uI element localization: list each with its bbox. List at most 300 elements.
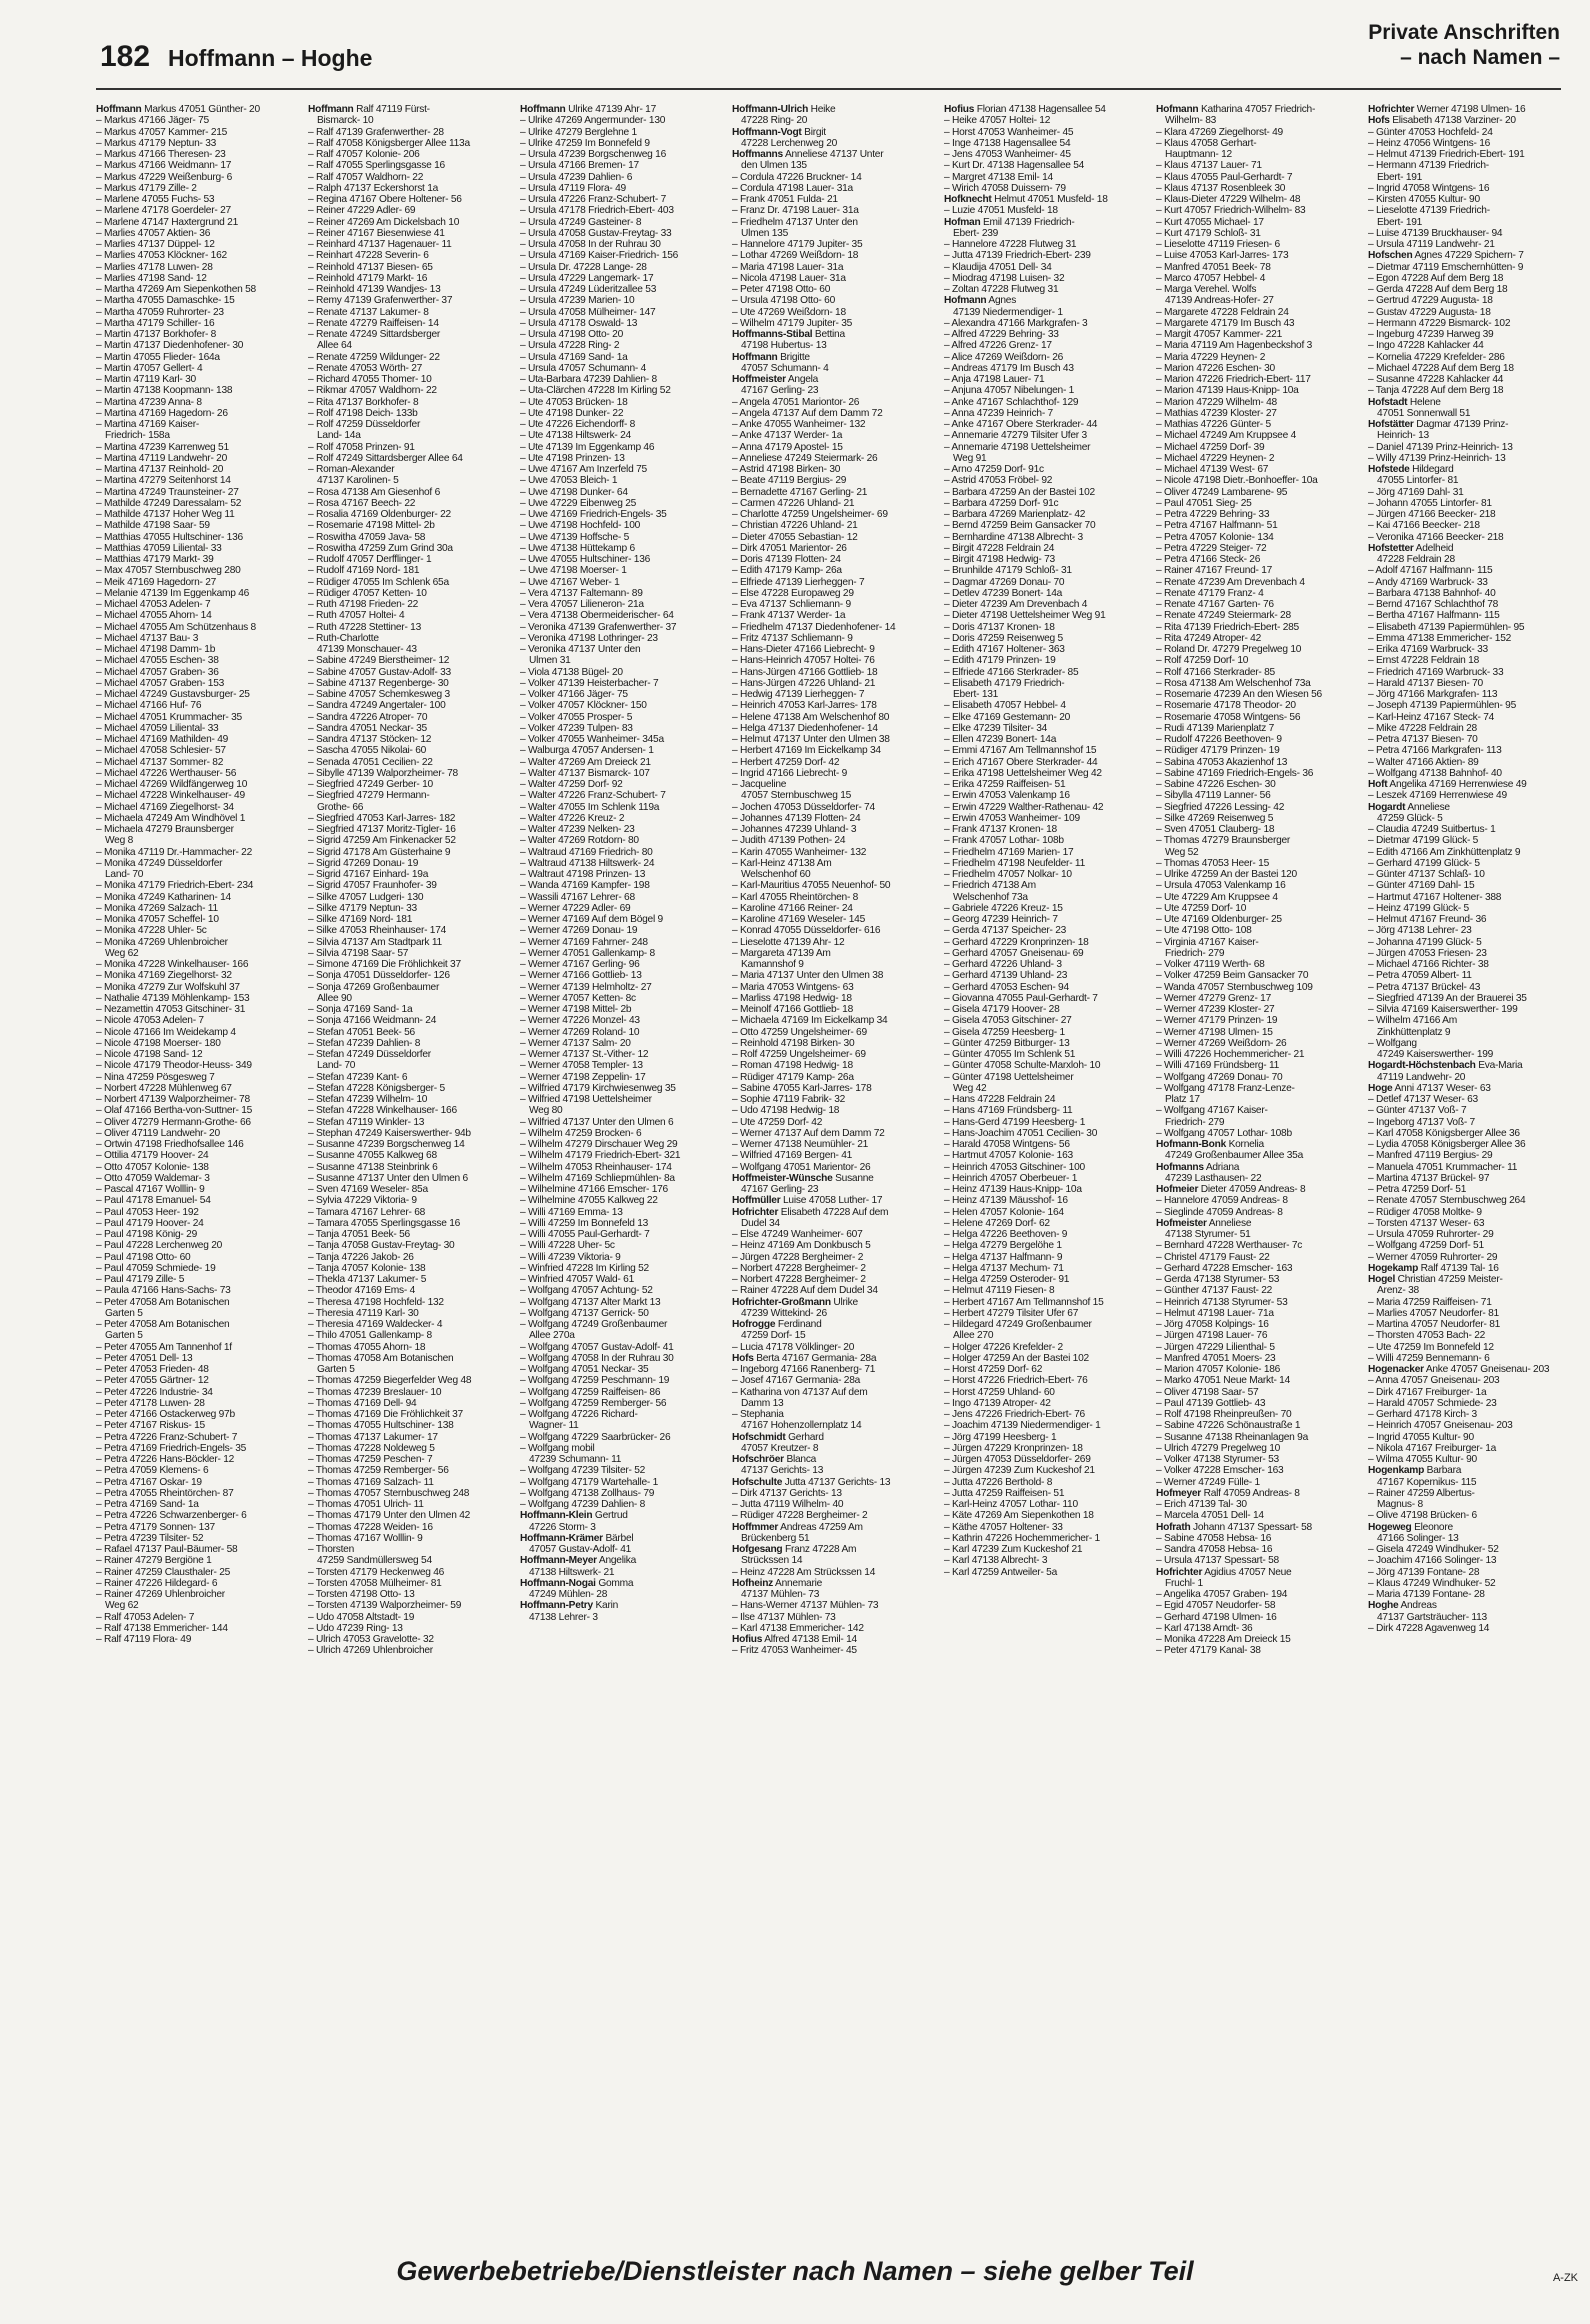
directory-entry — [1368, 262, 1573, 273]
entry-text: – Monika 47228 Uhler- 5c — [96, 925, 207, 937]
directory-entry — [520, 543, 725, 554]
directory-entry — [520, 937, 725, 948]
surname: Hofrogge — [732, 1319, 776, 1330]
directory-entry — [732, 487, 937, 498]
directory-entry — [732, 1297, 937, 1308]
entry-text: – Stefan 47249 Düsseldorfer — [308, 1049, 431, 1060]
entry-text: Heike — [808, 104, 836, 115]
surname: Hoffmann-Klein — [520, 1510, 593, 1522]
entry-text: – Karl 47058 Königsberger Allee 36 — [1368, 1127, 1520, 1139]
entry-text: – Michael 47057 Graben- 153 — [96, 677, 225, 689]
surname: Hofmeyer — [1156, 1487, 1201, 1499]
entry-text: – Rita 47139 Friedrich-Ebert- 285 — [1156, 621, 1299, 633]
entry-text: – Dirk 47228 Agavenweg 14 — [1368, 1622, 1490, 1634]
directory-entry — [308, 554, 513, 565]
entry-text: – Annemarie 47279 Tilsiter Ufer 3 — [944, 430, 1087, 442]
surname: Hofstede — [1368, 464, 1410, 475]
directory-entry — [96, 1477, 301, 1488]
entry-text: – Frank 47137 Werder- 1a — [732, 610, 846, 622]
entry-text: – Remy 47139 Grafenwerther- 37 — [308, 295, 453, 307]
entry-text: – Marion 47057 Kolonie- 186 — [1156, 1364, 1281, 1375]
surname: Hoffmann-Petry — [520, 1600, 593, 1612]
directory-entry — [308, 363, 513, 374]
directory-entry — [1156, 712, 1361, 723]
directory-entry — [96, 385, 301, 396]
directory-entry — [1156, 205, 1361, 216]
directory-entry — [944, 217, 1149, 228]
entry-text: – Roman 47198 Hedwig- 18 — [732, 1060, 853, 1072]
entry-text: – Wolfgang 47226 Richard- — [520, 1409, 638, 1420]
entry-text: – Stefan 47239 Kant- 6 — [308, 1071, 408, 1083]
directory-entry — [1156, 1150, 1361, 1161]
entry-text: – Karin 47055 Wanheimer- 132 — [732, 846, 867, 858]
entry-text: – Fritz 47053 Wanheimer- 45 — [732, 1645, 857, 1657]
entry-text: Adelheid — [1413, 542, 1454, 554]
directory-entry — [1156, 1184, 1361, 1195]
directory-entry — [1368, 757, 1573, 768]
directory-entry — [1156, 1398, 1361, 1409]
directory-entry — [944, 847, 1149, 858]
entry-text: – Petra 47169 Sand- 1a — [96, 1499, 199, 1510]
entry-text: – Friedhelm 47137 Unter den — [732, 216, 858, 228]
directory-entry — [732, 768, 937, 779]
entry-text: den Ulmen 135 — [741, 160, 807, 172]
entry-text: – Horst 47259 Dorf- 62 — [944, 1364, 1043, 1375]
entry-text: – Gerhard 47139 Uhland- 23 — [944, 970, 1068, 982]
entry-text: – Dieter 47198 Uettelsheimer Weg 91 — [944, 610, 1106, 622]
directory-entry — [1156, 802, 1361, 813]
directory-entry — [944, 363, 1149, 374]
directory-entry — [944, 768, 1149, 779]
directory-entry — [732, 959, 937, 970]
directory-entry — [944, 430, 1149, 441]
directory-entry — [1156, 892, 1361, 903]
directory-entry — [944, 1330, 1149, 1341]
entry-text: – Alice 47269 Weißdorn- 26 — [944, 351, 1064, 363]
entry-text: – Petra 47057 Kolonie- 134 — [1156, 531, 1274, 543]
directory-entry — [944, 1184, 1149, 1195]
surname: Hoffmeister-Wünsche — [732, 1172, 833, 1184]
entry-text: – Werner 47249 Fülle- 1 — [1156, 1476, 1260, 1488]
entry-text: Brigitte — [777, 351, 810, 363]
entry-text: – Rolf 47249 Sittardsberger Allee 64 — [308, 452, 463, 464]
directory-entry — [308, 1263, 513, 1274]
entry-text: – Nicole 47198 Sand- 12 — [96, 1049, 203, 1060]
corner-code: A-ZK — [1552, 2272, 1578, 2284]
directory-entry — [732, 442, 937, 453]
entry-text: Bärbel — [602, 1532, 634, 1544]
directory-entry — [308, 993, 513, 1004]
directory-entry — [1156, 655, 1361, 666]
entry-text: – Michaela 47279 Braunsberger — [96, 824, 234, 835]
entry-text: – Rosalia 47169 Oldenburger- 22 — [308, 509, 451, 520]
entry-text: – Ursula 47239 Dahlien- 6 — [520, 171, 633, 183]
directory-entry — [732, 1477, 937, 1488]
entry-text: – Jörg 47138 Lehrer- 23 — [1368, 925, 1472, 937]
directory-entry — [732, 948, 937, 959]
directory-entry — [944, 205, 1149, 216]
entry-text: – Vera 47138 Obermeiderischer- 64 — [520, 610, 674, 622]
entry-text: – Bernd 47259 Beim Gansacker 70 — [944, 520, 1096, 532]
entry-text: – Monika 47119 Dr.-Hammacher- 22 — [96, 846, 253, 858]
directory-entry — [1156, 689, 1361, 700]
directory-entry — [1368, 1252, 1573, 1263]
directory-entry — [1156, 959, 1361, 970]
entry-text: – Michael 47057 Graben- 36 — [96, 666, 219, 678]
entry-text: – Jürgen 47229 Lilienthal- 5 — [1156, 1341, 1275, 1353]
directory-entry — [96, 1094, 301, 1105]
directory-entry — [96, 1229, 301, 1240]
entry-text: – Manfred 47051 Moers- 23 — [1156, 1352, 1276, 1364]
entry-text: – Bernadette 47167 Gerling- 21 — [732, 486, 868, 498]
directory-entry — [732, 1004, 937, 1015]
directory-entry — [308, 1027, 513, 1038]
entry-text: – Astrid 47053 Fröbel- 92 — [944, 475, 1053, 487]
directory-entry — [520, 127, 725, 138]
directory-entry — [732, 1105, 937, 1116]
directory-entry — [520, 1117, 725, 1128]
entry-text: – Willi 47239 Viktoria- 9 — [520, 1251, 621, 1263]
entry-text: – Ursula 47249 Lüderitzallee 53 — [520, 284, 657, 295]
entry-text: Agidius 47057 Neue — [1202, 1566, 1292, 1578]
directory-entry — [1368, 532, 1573, 543]
entry-text: Ralf 47139 Tal- 16 — [1418, 1262, 1499, 1274]
directory-entry — [1368, 183, 1573, 194]
directory-entry — [308, 1060, 513, 1071]
entry-text: – Kirsten 47055 Kultur- 90 — [1368, 194, 1480, 205]
entry-text: – Wolfgang 47249 Großenbaumer — [520, 1319, 668, 1330]
entry-text: – Sabine 47057 Gustav-Adolf- 33 — [308, 666, 451, 678]
entry-text: – Karl 47055 Rheintörchen- 8 — [732, 891, 859, 903]
entry-text: – Stefan 47239 Dahlien- 8 — [308, 1037, 421, 1049]
directory-entry — [1156, 1488, 1361, 1499]
directory-entry — [520, 1364, 725, 1375]
entry-text: – Susanne 47138 Steinbrink 6 — [308, 1161, 438, 1173]
directory-entry — [1156, 1342, 1361, 1353]
directory-entry — [1156, 284, 1361, 295]
entry-text: – Petra 47239 Tilsiter- 52 — [96, 1532, 204, 1544]
directory-entry — [308, 194, 513, 205]
entry-text: – Oliver 47249 Lambarene- 95 — [1156, 486, 1288, 498]
entry-text: 47167 Kopernikus- 115 — [1377, 1476, 1477, 1488]
entry-text: – Ute 47259 Dorf- 10 — [1156, 902, 1247, 914]
entry-text: – Tamara 47055 Sperlingsgasse 16 — [308, 1217, 461, 1229]
entry-text: – Alfred 47229 Behring- 33 — [944, 329, 1059, 340]
directory-entry — [944, 1409, 1149, 1420]
directory-entry — [96, 318, 301, 329]
directory-entry — [1368, 982, 1573, 993]
entry-text: – Helmut 47119 Fiesen- 8 — [944, 1285, 1055, 1297]
entry-text: – Renate 47057 Sternbuschweg 264 — [1368, 1195, 1526, 1207]
directory-entry — [1156, 948, 1361, 959]
directory-entry — [308, 284, 513, 295]
directory-entry — [96, 487, 301, 498]
directory-entry — [732, 1499, 937, 1510]
entry-text: 47167 Hohenzollernplatz 14 — [741, 1420, 862, 1432]
entry-text: – Volker 47055 Prosper- 5 — [520, 711, 633, 723]
entry-text: – Uwe 47198 Moerser- 1 — [520, 565, 627, 577]
entry-text: – Erwin 47053 Wanheimer- 109 — [944, 812, 1080, 824]
entry-text: 47166 Solinger- 13 — [1377, 1532, 1459, 1544]
entry-text: – Paul 47051 Sieg- 25 — [1156, 497, 1252, 509]
entry-text: – Doris 47259 Reisenweg 5 — [944, 632, 1063, 644]
directory-entry — [520, 1409, 725, 1420]
directory-entry — [308, 644, 513, 655]
directory-column-3 — [520, 104, 725, 2244]
directory-entry — [732, 1330, 937, 1341]
entry-text: – Egon 47228 Auf dem Berg 18 — [1368, 272, 1504, 284]
directory-entry — [732, 239, 937, 250]
entry-text: – Heinz 47139 Haus-Knipp- 10a — [944, 1184, 1082, 1195]
directory-entry — [732, 1139, 937, 1150]
entry-text: 47139 Niedermendiger- 1 — [953, 306, 1063, 318]
directory-entry — [732, 824, 937, 835]
entry-text: – Thomas 47259 Remberger- 56 — [308, 1465, 449, 1477]
entry-text: – Renate 47053 Wörth- 27 — [308, 362, 423, 374]
entry-text: – Andy 47169 Warbruck- 33 — [1368, 576, 1488, 588]
directory-entry — [732, 1274, 937, 1285]
entry-text: – Elke 47239 Tilsiter- 34 — [944, 722, 1048, 734]
directory-entry — [308, 183, 513, 194]
entry-text: – Walter 47137 Bismarck- 107 — [520, 767, 650, 779]
directory-entry — [520, 1454, 725, 1465]
entry-text: Dieter 47059 Andreas- 8 — [1198, 1184, 1306, 1195]
entry-text: – Rosemarie 47198 Mittel- 2b — [308, 520, 435, 532]
directory-entry — [1368, 723, 1573, 734]
directory-entry — [96, 847, 301, 858]
entry-text: – Willi 47259 Im Bonnefeld 13 — [520, 1217, 649, 1229]
surname: Hofmann — [944, 295, 987, 307]
directory-entry — [732, 1567, 937, 1578]
directory-entry — [96, 1128, 301, 1139]
entry-text: – Anke 47167 Obere Sterkrader- 44 — [944, 419, 1098, 430]
entry-text: – Margit 47057 Kammer- 221 — [1156, 329, 1283, 340]
directory-entry — [520, 352, 725, 363]
directory-entry — [96, 352, 301, 363]
directory-entry — [1368, 1510, 1573, 1521]
entry-text: – Wolfgang 47269 Donau- 70 — [1156, 1071, 1283, 1083]
directory-entry — [96, 509, 301, 520]
directory-entry — [1156, 1432, 1361, 1443]
directory-entry — [1156, 577, 1361, 588]
surname: Hogenacker — [1368, 1364, 1424, 1375]
entry-text: – Werner 47051 Gallenkamp- 8 — [520, 947, 655, 959]
directory-entry — [96, 239, 301, 250]
directory-entry — [944, 982, 1149, 993]
directory-entry — [732, 914, 937, 925]
entry-text: Land- 70 — [105, 869, 144, 880]
directory-entry — [944, 1319, 1149, 1330]
entry-text: – Marion 47229 Wilhelm- 48 — [1156, 396, 1277, 408]
directory-entry — [520, 1555, 725, 1566]
directory-entry — [96, 1533, 301, 1544]
directory-entry — [96, 408, 301, 419]
entry-text: – Detlef 47137 Weser- 63 — [1368, 1094, 1478, 1105]
directory-entry — [1368, 543, 1573, 554]
directory-entry — [308, 1443, 513, 1454]
entry-text: – Elisabeth 47139 Papiermühlen- 95 — [1368, 621, 1525, 633]
entry-text: – Elfriede 47166 Sterkrader- 85 — [944, 666, 1079, 678]
directory-entry — [520, 1465, 725, 1476]
directory-entry — [1368, 453, 1573, 464]
entry-text: – Stefan 47228 Königsberger- 5 — [308, 1082, 445, 1094]
directory-entry — [732, 1387, 937, 1398]
entry-text: 47239 Lasthausen- 22 — [1165, 1172, 1262, 1184]
entry-text: – Ute 47169 Oldenburger- 25 — [1156, 914, 1282, 925]
entry-text: 47167 Gerling- 23 — [741, 1184, 819, 1195]
directory-entry — [732, 1409, 937, 1420]
entry-text: Wagner- 11 — [529, 1420, 579, 1432]
directory-entry — [1156, 273, 1361, 284]
entry-text: Ulrike — [830, 1296, 858, 1308]
entry-text: – Jutta 47259 Raiffeisen- 51 — [944, 1487, 1065, 1499]
entry-text: – Harald 47137 Biesen- 70 — [1368, 677, 1483, 689]
entry-text: – Renate 47259 Wildunger- 22 — [308, 351, 440, 363]
directory-entry — [520, 1184, 725, 1195]
entry-text: – Birgit 47228 Feldrain 24 — [944, 542, 1055, 554]
directory-entry — [520, 1083, 725, 1094]
entry-text: – Annemarie 47198 Uettelsheimer — [944, 441, 1091, 453]
entry-text: – Sigrid 47269 Donau- 19 — [308, 857, 419, 869]
directory-entry — [1156, 104, 1361, 115]
directory-entry — [308, 1117, 513, 1128]
directory-entry — [1156, 520, 1361, 531]
directory-entry — [520, 104, 725, 115]
entry-text: – Thomas 47169 Salzach- 11 — [308, 1476, 434, 1488]
directory-entry — [308, 745, 513, 756]
entry-text: – Wilhelm 47166 Am — [1368, 1015, 1457, 1027]
entry-text: Heinrich- 13 — [1377, 430, 1429, 442]
entry-text: – Alexandra 47166 Markgrafen- 3 — [944, 317, 1088, 329]
entry-text: – Ursula 47239 Borgschenweg 16 — [520, 149, 666, 160]
directory-entry — [1156, 160, 1361, 171]
directory-entry — [308, 104, 513, 115]
entry-text: – Peter 47178 Luwen- 28 — [96, 1397, 205, 1409]
directory-entry — [1368, 385, 1573, 396]
entry-text: 47138 Styrumer- 51 — [1165, 1229, 1251, 1240]
entry-text: – Rüdiger 47055 Im Schlenk 65a — [308, 576, 449, 588]
entry-text: – Stephania — [732, 1409, 784, 1420]
entry-text: – Wilhelm 47169 Schliepmühlen- 8a — [520, 1172, 675, 1184]
directory-entry — [944, 408, 1149, 419]
directory-entry — [96, 307, 301, 318]
directory-entry — [732, 1083, 937, 1094]
surname: Hoge — [1368, 1082, 1393, 1094]
entry-text: – Jürgen 47166 Beecker- 218 — [1368, 509, 1496, 520]
entry-text: – Emma 47138 Emmericher- 152 — [1368, 632, 1512, 644]
directory-entry — [1156, 1634, 1361, 1645]
entry-text: – Torsten 47179 Heckenweg 46 — [308, 1566, 445, 1578]
directory-entry — [1156, 1027, 1361, 1038]
entry-text: Weg 62 — [105, 1600, 139, 1612]
directory-entry — [732, 1342, 937, 1353]
directory-entry — [308, 1240, 513, 1251]
directory-entry — [308, 1308, 513, 1319]
entry-text: – Michael 47226 Werthauser- 56 — [96, 767, 237, 779]
entry-text: – Winfried 47228 Im Kirling 52 — [520, 1262, 649, 1274]
entry-text: – Marcela 47051 Dell- 14 — [1156, 1510, 1264, 1522]
directory-entry — [1368, 622, 1573, 633]
surname: Hoffmann — [732, 351, 778, 363]
entry-text: – Reinhold 47139 Wandjes- 13 — [308, 284, 441, 295]
entry-text: – Markus 47229 Weißenburg- 6 — [96, 171, 233, 183]
entry-text: – Rüdiger 47179 Kamp- 26a — [732, 1071, 854, 1083]
entry-text: – Walburga 47057 Andersen- 1 — [520, 745, 654, 757]
directory-entry — [96, 745, 301, 756]
entry-text: – Margareta 47139 Am — [732, 947, 831, 959]
entry-text: – Gerda 47138 Styrumer- 53 — [1156, 1274, 1280, 1285]
directory-entry — [96, 498, 301, 509]
entry-text: Katharina 47057 Friedrich- — [1198, 104, 1316, 115]
directory-entry — [308, 588, 513, 599]
entry-text: – Jutta 47139 Friedrich-Ebert- 239 — [944, 250, 1091, 262]
directory-entry — [1156, 217, 1361, 228]
directory-entry — [96, 273, 301, 284]
directory-entry — [944, 723, 1149, 734]
entry-text: 47167 Gerling- 23 — [741, 385, 819, 397]
directory-entry — [520, 205, 725, 216]
entry-text: – Sieglinde 47059 Andreas- 8 — [1156, 1206, 1283, 1218]
entry-text: – Rolf 47259 Ungelsheimer- 69 — [732, 1049, 866, 1060]
directory-entry — [1368, 1375, 1573, 1386]
entry-text: – Günter 47169 Dahl- 15 — [1368, 880, 1475, 892]
entry-text: – Barbara 47259 An der Bastei 102 — [944, 486, 1095, 498]
directory-entry — [96, 712, 301, 723]
directory-entry — [1368, 1342, 1573, 1353]
directory-entry — [96, 982, 301, 993]
entry-text: Elisabeth 47228 Auf dem — [778, 1206, 889, 1218]
directory-entry — [1368, 149, 1573, 160]
directory-entry — [96, 127, 301, 138]
entry-text: – Karl 47138 Arndt- 36 — [1156, 1622, 1253, 1634]
entry-text: – Günter 47058 Schulte-Marxloh- 10 — [944, 1060, 1101, 1072]
directory-entry — [1368, 363, 1573, 374]
directory-entry — [308, 689, 513, 700]
directory-entry — [520, 1342, 725, 1353]
entry-text: Adriana — [1203, 1161, 1240, 1173]
directory-entry — [944, 779, 1149, 790]
directory-entry — [308, 1195, 513, 1206]
directory-entry — [944, 1375, 1149, 1386]
directory-entry — [1156, 1285, 1361, 1296]
directory-entry — [308, 700, 513, 711]
directory-entry — [732, 565, 937, 576]
directory-entry — [1156, 869, 1361, 880]
surname: Hofmann — [1156, 104, 1199, 115]
directory-entry — [520, 982, 725, 993]
directory-entry — [308, 115, 513, 126]
directory-entry — [732, 1015, 937, 1026]
entry-text: – Udo 47058 Altstadt- 19 — [308, 1611, 415, 1623]
entry-text: Ralf 47059 Andreas- 8 — [1201, 1487, 1300, 1499]
directory-entry — [732, 1117, 937, 1128]
entry-text: – Nina 47259 Pösgesweg 7 — [96, 1071, 215, 1083]
entry-text: – Waltraud 47138 Hiltswerk- 24 — [520, 857, 655, 869]
entry-text: – Helga 47259 Osteroder- 91 — [944, 1274, 1070, 1285]
entry-text: – Martina 47057 Neudorfer- 81 — [1368, 1319, 1501, 1330]
directory-entry — [308, 262, 513, 273]
entry-text: – Sabine 47058 Hebsa- 16 — [1156, 1532, 1272, 1544]
entry-text: – Walter 47269 Am Dreieck 21 — [520, 756, 651, 768]
entry-text: – Kurt 47055 Michael- 17 — [1156, 216, 1264, 228]
directory-entry — [1368, 1420, 1573, 1431]
surname: Hofs — [1368, 115, 1390, 127]
directory-entry — [1368, 925, 1573, 936]
entry-text: – Thomas 47179 Unter den Ulmen 42 — [308, 1510, 471, 1522]
entry-text: – Werner 47137 St.-Vither- 12 — [520, 1049, 649, 1060]
directory-entry — [732, 1634, 937, 1645]
directory-entry — [944, 509, 1149, 520]
